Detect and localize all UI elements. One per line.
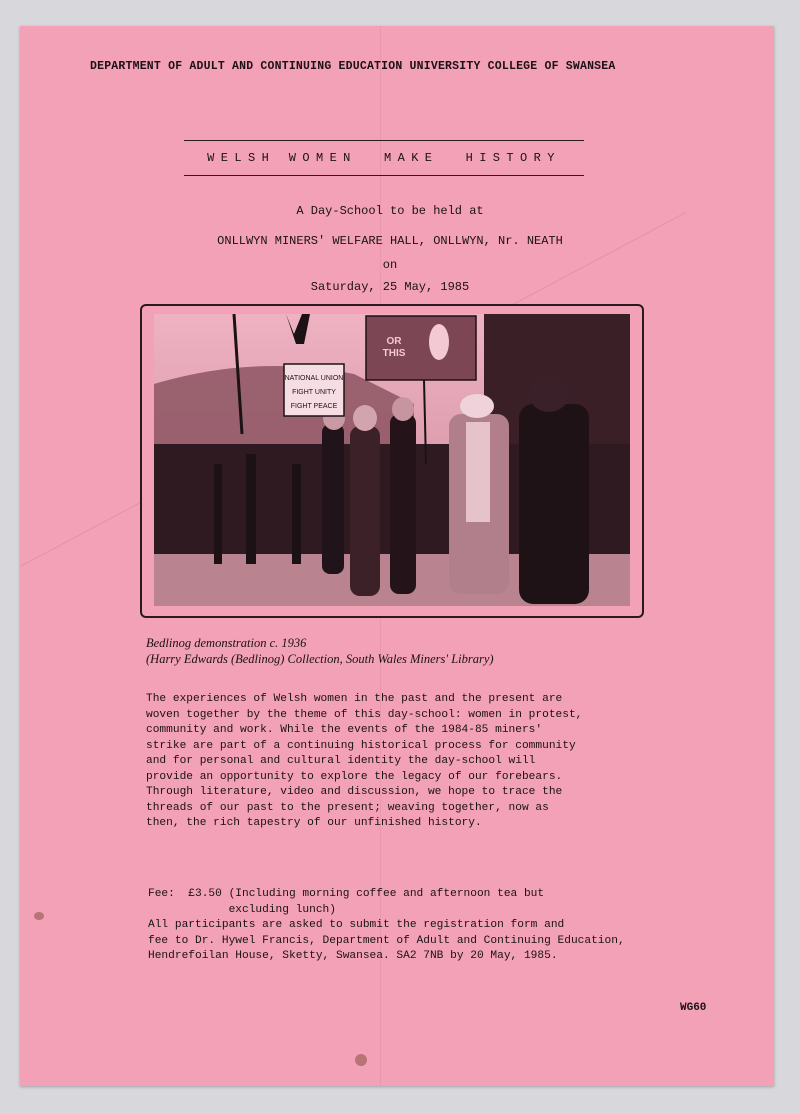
registration-line: All participants are asked to submit the registration form and — [148, 919, 565, 931]
caption-line-1: Bedlinog demonstration c. 1936 — [146, 636, 307, 650]
registration-line: Hendrefoilan House, Sketty, Swansea. SA2 7NB by 20 May, 1985. — [148, 950, 558, 962]
reference-code: WG60 — [680, 1002, 707, 1014]
flyer-sheet — [20, 26, 774, 1086]
registration-line: fee to Dr. Hywel Francis, Department of Adult and Continuing Education, — [148, 934, 625, 947]
photo-caption — [146, 635, 706, 667]
svg-text:NATIONAL UNION: NATIONAL UNION — [284, 375, 344, 382]
fee-section — [148, 887, 728, 965]
title-box — [184, 140, 584, 176]
demonstration-photo — [154, 314, 630, 606]
svg-text:OR: OR — [386, 336, 402, 347]
fee-line: Fee: £3.50 (Including morning coffee and afternoon tea but — [148, 888, 545, 900]
department-heading: DEPARTMENT OF ADULT AND CONTINUING EDUCATION UNIVERSITY COLLEGE OF SWANSEA — [90, 60, 616, 73]
caption-line-2: (Harry Edwards (Bedlinog) Collection, South Wales Miners' Library) — [146, 652, 494, 666]
stain-mark — [34, 912, 44, 920]
svg-text:THIS: THIS — [382, 348, 406, 359]
intro-line: A Day-School to be held at — [296, 204, 484, 218]
stain-mark — [355, 1054, 367, 1066]
flyer-title: WELSH WOMEN MAKE HISTORY — [207, 151, 561, 165]
photo-frame — [140, 304, 644, 618]
svg-text:FIGHT UNITY: FIGHT UNITY — [292, 389, 336, 396]
fee-line: excluding lunch) — [148, 903, 336, 916]
body-paragraph: The experiences of Welsh women in the past and the present are woven together by the theme of this day-school: women in protest, community and work. While the events of the 1984-85 miners' strike are part of a continuing historical process for community and for personal and cultural identity the day-school will provide an opportunity to explore the legacy of our forebears. Through literature, video and discussion, we hope to trace the threads of our past to the present; weaving together, now as then, the rich tapestry of our unfinished history. — [146, 693, 583, 829]
venue-line: ONLLWYN MINERS' WELFARE HALL, ONLLWYN, Nr. NEATH — [217, 234, 563, 248]
svg-text:FIGHT PEACE: FIGHT PEACE — [290, 403, 338, 410]
on-line: on — [382, 258, 398, 272]
date-line: Saturday, 25 May, 1985 — [310, 280, 470, 294]
